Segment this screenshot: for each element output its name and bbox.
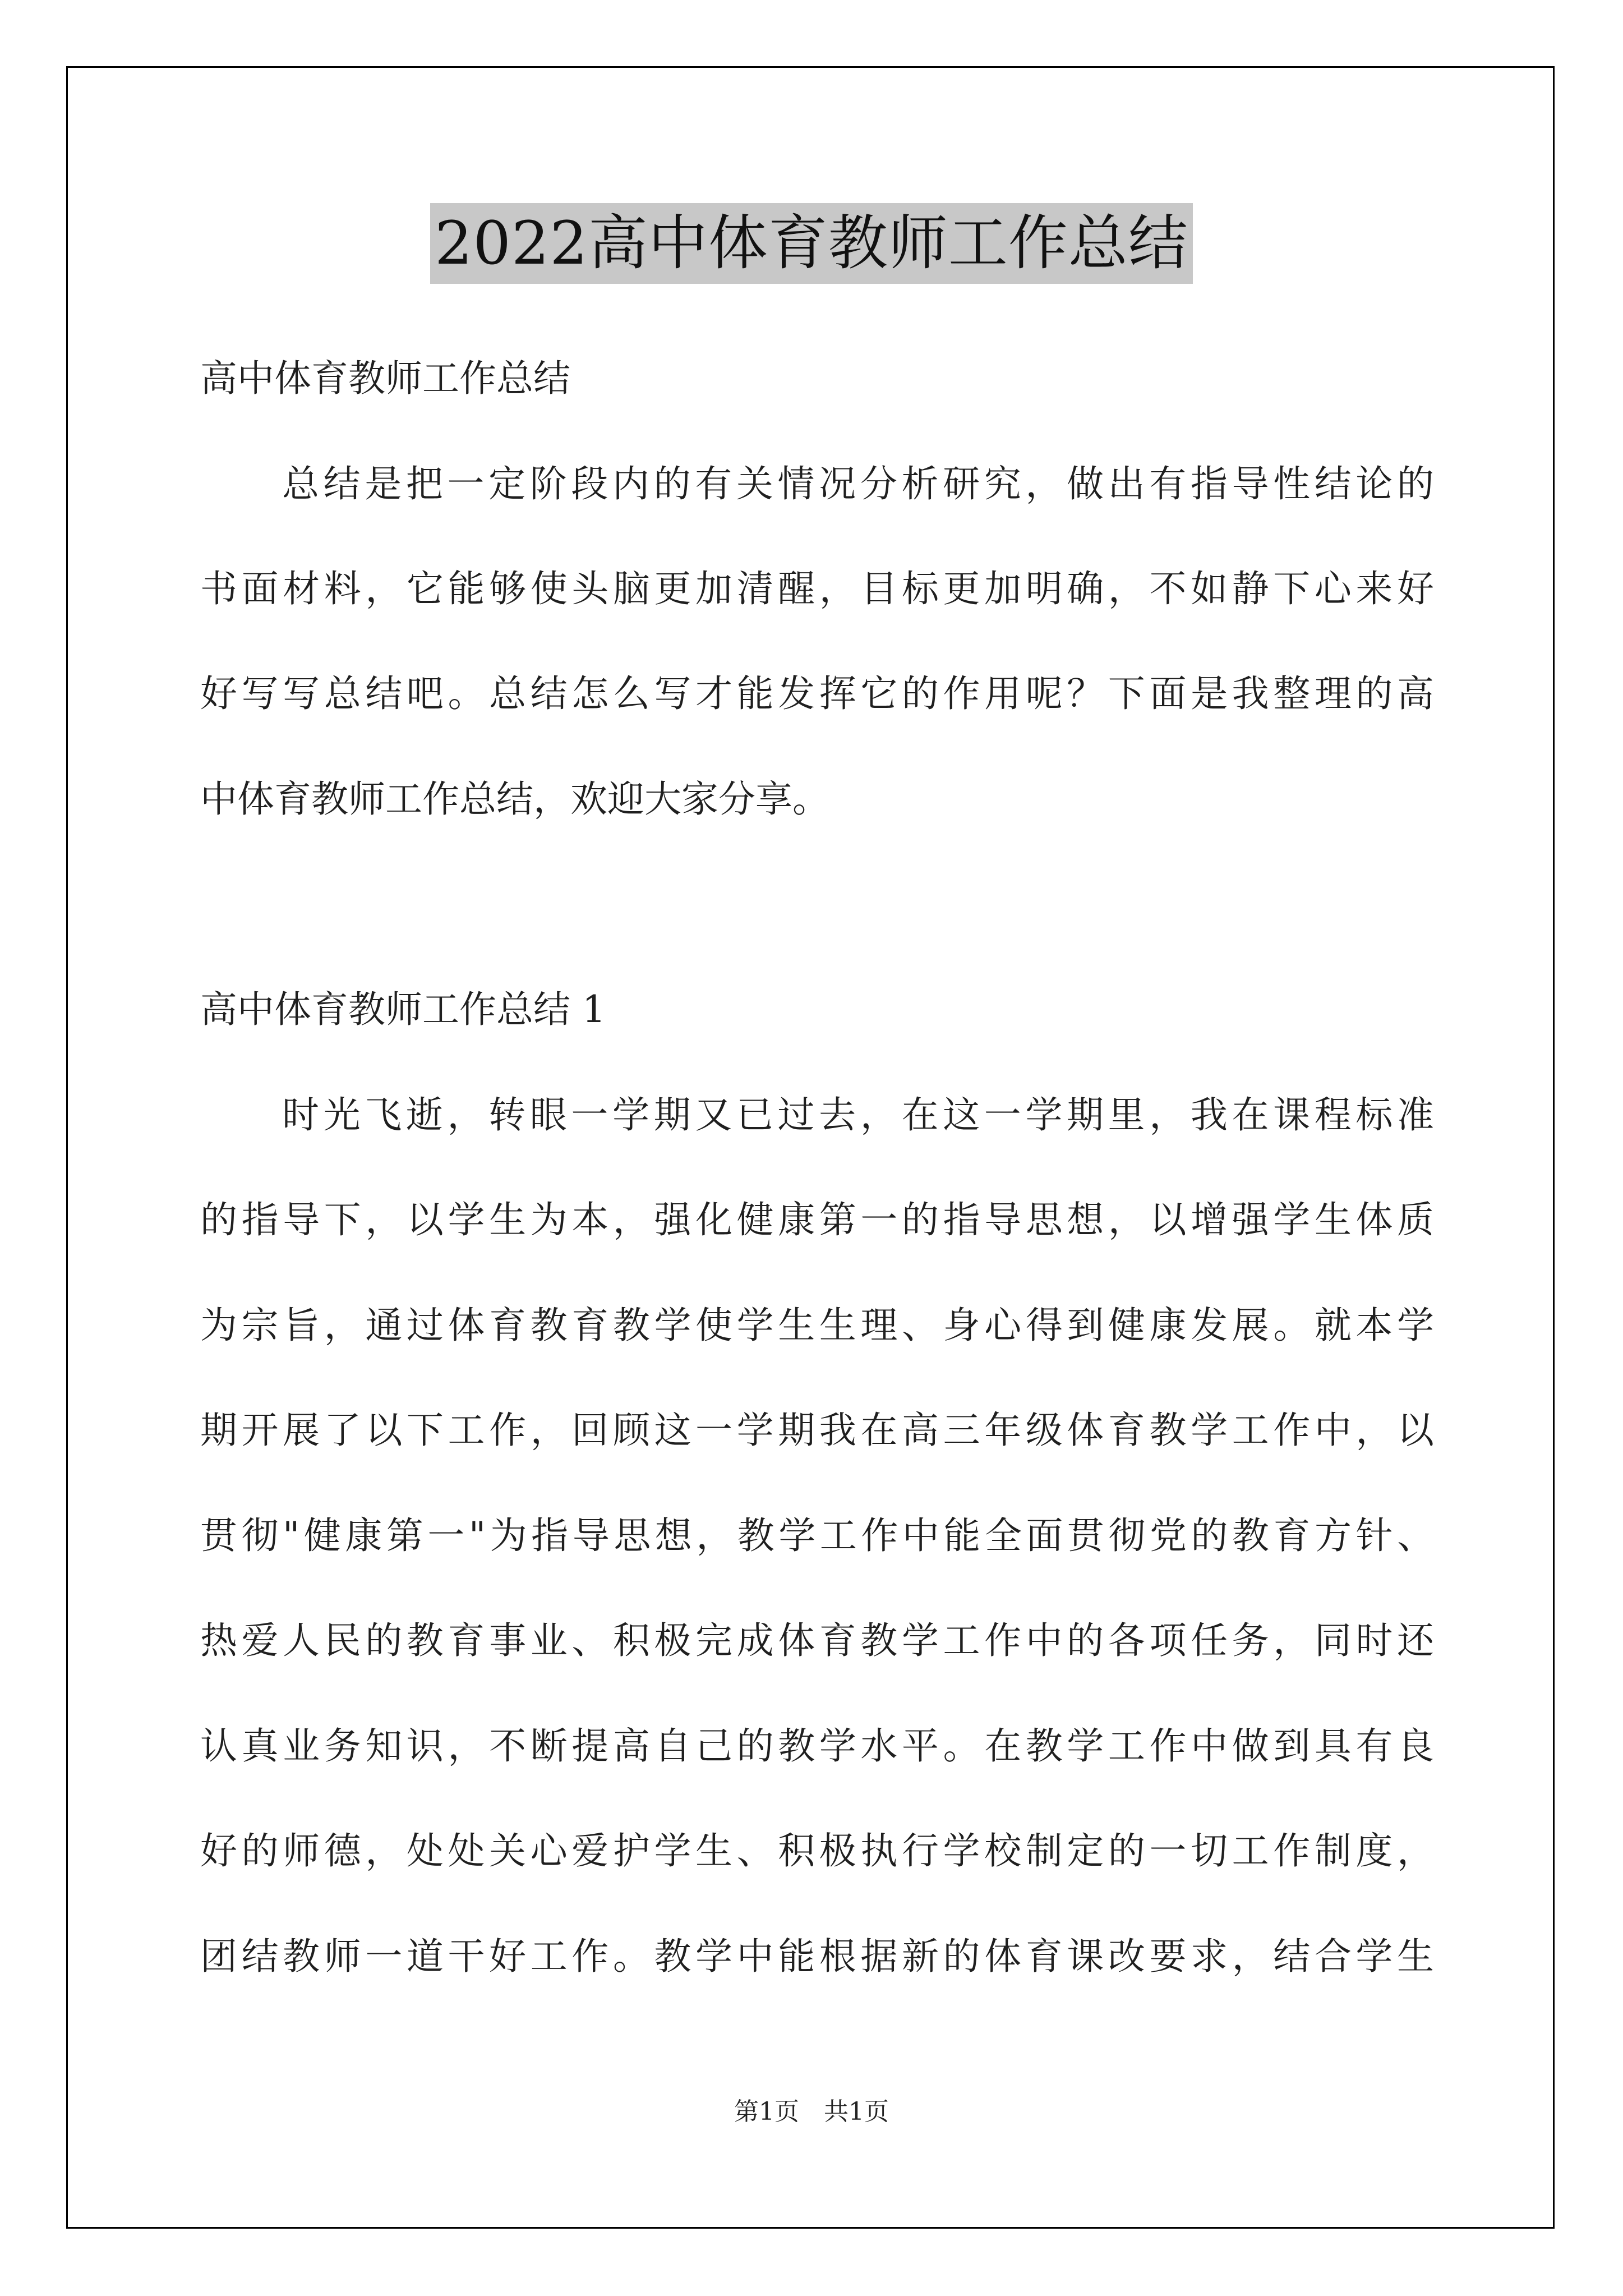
document-title: 2022高中体育教师工作总结 bbox=[430, 203, 1193, 284]
title-container bbox=[0, 203, 1623, 284]
section-paragraph-line: 的指导下，以学生为本，强化健康第一的指导思想，以增强学生体质 bbox=[200, 1198, 1434, 1241]
section-paragraph-line: 认真业务知识，不断提高自己的教学水平。在教学工作中做到具有良 bbox=[200, 1724, 1434, 1768]
section-heading: 高中体育教师工作总结 1 bbox=[200, 988, 606, 1031]
section-paragraph-line: 为宗旨，通过体育教育教学使学生生理、身心得到健康发展。就本学 bbox=[200, 1304, 1434, 1347]
section-paragraph-line: 团结教师一道干好工作。教学中能根据新的体育课改要求，结合学生 bbox=[200, 1935, 1434, 1978]
intro-paragraph-line: 好写写总结吧。总结怎么写才能发挥它的作用呢？下面是我整理的高 bbox=[200, 672, 1434, 715]
intro-paragraph-line: 书面材料，它能够使头脑更加清醒，目标更加明确，不如静下心来好 bbox=[200, 567, 1434, 610]
section-paragraph-line: 好的师德，处处关心爱护学生、积极执行学校制定的一切工作制度， bbox=[200, 1829, 1434, 1872]
intro-paragraph-line: 中体育教师工作总结，欢迎大家分享。 bbox=[200, 777, 829, 821]
page-footer: 第1页 共1页 bbox=[734, 2097, 889, 2126]
intro-paragraph-line: 总结是把一定阶段内的有关情况分析研究，做出有指导性结论的 bbox=[282, 462, 1434, 505]
section-paragraph-line: 热爱人民的教育事业、积极完成体育教学工作中的各项任务，同时还 bbox=[200, 1619, 1434, 1662]
section-paragraph-line: 贯彻"健康第一"为指导思想，教学工作中能全面贯彻党的教育方针、 bbox=[200, 1514, 1434, 1557]
intro-heading: 高中体育教师工作总结 bbox=[200, 357, 570, 400]
section-paragraph-line: 时光飞逝，转眼一学期又已过去，在这一学期里，我在课程标准 bbox=[282, 1093, 1434, 1137]
section-paragraph-line: 期开展了以下工作，回顾这一学期我在高三年级体育教学工作中，以 bbox=[200, 1409, 1434, 1452]
